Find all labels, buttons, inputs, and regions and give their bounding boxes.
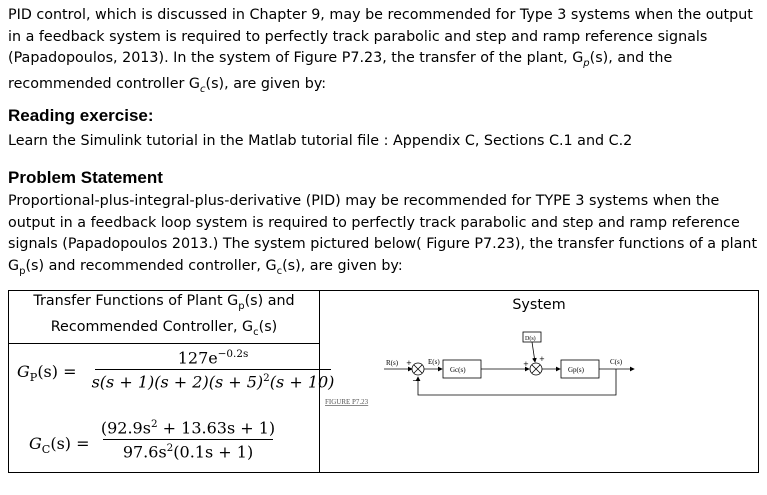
problem-text: G: [8, 257, 20, 274]
header-text: (s) and: [244, 293, 295, 309]
problem-line: Proportional-plus-integral-plus-derivative (PID) may be recommended for TYPE 3 systems when the: [8, 193, 720, 209]
header-text: (s): [258, 318, 278, 335]
superscript: −0.2s: [217, 347, 249, 360]
equations-cell: [9, 343, 335, 472]
system-cell: [320, 291, 758, 471]
e-label: E(s): [428, 358, 440, 366]
gc-fraction: [100, 417, 276, 462]
minus-sign: −: [412, 376, 419, 385]
math-text: (s + 10): [269, 372, 335, 392]
table-header-left: [9, 291, 320, 344]
intro-text: (s), and the: [589, 50, 673, 66]
table-header-right: [320, 291, 759, 473]
math-text: (s) =: [50, 433, 90, 453]
transfer-function-table: [8, 290, 759, 473]
gc-label: Gc(s): [450, 366, 466, 374]
intro-paragraph: [8, 5, 760, 101]
gp-numerator: [176, 348, 251, 367]
r-label: R(s): [386, 359, 399, 367]
plus-sign: +: [523, 360, 529, 368]
reading-heading: Reading exercise:: [8, 106, 154, 125]
plus-sign: +: [539, 355, 545, 363]
gc-numerator: [99, 418, 277, 437]
figure-caption: FIGURE P7.23: [325, 398, 369, 406]
math-text: (92.9s: [100, 418, 151, 438]
fraction-bar: [95, 369, 331, 370]
intro-line: in a feedback system is required to perfectly track parabolic and step and ramp reference signals: [8, 28, 708, 45]
block-diagram: [320, 321, 760, 471]
subscript: P: [29, 370, 38, 384]
math-symbol: G: [17, 361, 30, 381]
gp-fraction: [91, 347, 335, 392]
math-text: + 13.63s + 1): [157, 418, 276, 438]
fraction-bar: [103, 439, 273, 440]
superscript: 2: [150, 417, 158, 430]
subscript: p: [19, 265, 26, 277]
header-line: [9, 291, 319, 317]
intro-line: PID control, which is discussed in Chapter 9, may be recommended for Type 3 systems when the output: [8, 7, 753, 23]
reading-text: Learn the Simulink tutorial in the Matlab tutorial file : Appendix C, Sections C.1 and C.2: [8, 133, 633, 149]
c-label: C(s): [610, 358, 623, 366]
disturbance-arrow: [532, 342, 535, 362]
intro-text: (Papadopoulos, 2013). In the system of Figure P7.23, the transfer of the plant, G: [8, 50, 584, 66]
math-text: 97.6s: [122, 442, 167, 462]
problem-line: output in a feedback loop system is required to perfectly track parabolic and step and ramp reference: [8, 214, 740, 231]
subscript: C: [41, 442, 51, 456]
subscript: c: [200, 84, 206, 96]
superscript: 2: [166, 442, 174, 455]
subscript: p: [238, 300, 245, 312]
intro-line: [8, 74, 760, 100]
system-title: System: [512, 297, 566, 313]
d-label: D(s): [525, 336, 536, 342]
gc-lhs: [29, 434, 90, 456]
problem-line: signals (Papadopoulos 2013.) The system pictured below( Figure P7.23), the transfer functions of a plant: [8, 236, 758, 252]
superscript: 2: [263, 372, 270, 385]
problem-heading: Problem Statement: [8, 168, 163, 187]
intro-text: (s), are given by:: [205, 76, 327, 93]
subscript: c: [253, 326, 259, 338]
gp-denominator: [90, 372, 337, 391]
gc-denominator: [121, 442, 255, 461]
problem-text: (s), are given by:: [282, 257, 403, 274]
math-text: (0.1s + 1): [173, 442, 254, 462]
header-text: Transfer Functions of Plant G: [33, 293, 239, 309]
summing-junction-1: [412, 363, 424, 375]
problem-paragraph: [8, 191, 760, 282]
header-line: [9, 317, 319, 343]
math-text: s(s + 1)(s + 2)(s + 5): [91, 372, 264, 392]
plus-sign: +: [406, 359, 412, 367]
gp-label: Gp(s): [568, 366, 584, 374]
intro-text: recommended controller G: [8, 76, 200, 93]
intro-line: [8, 48, 760, 74]
math-text: (s) =: [37, 361, 77, 381]
subscript: c: [276, 265, 283, 277]
summing-junction-2: [530, 363, 542, 375]
gp-lhs: [17, 362, 77, 384]
math-symbol: G: [29, 433, 42, 453]
math-text: 127e: [177, 348, 218, 368]
problem-text: (s) and recommended controller, G: [25, 257, 277, 274]
header-text: Recommended Controller, G: [50, 318, 254, 335]
problem-line: [8, 256, 760, 282]
subscript: p: [583, 57, 590, 69]
